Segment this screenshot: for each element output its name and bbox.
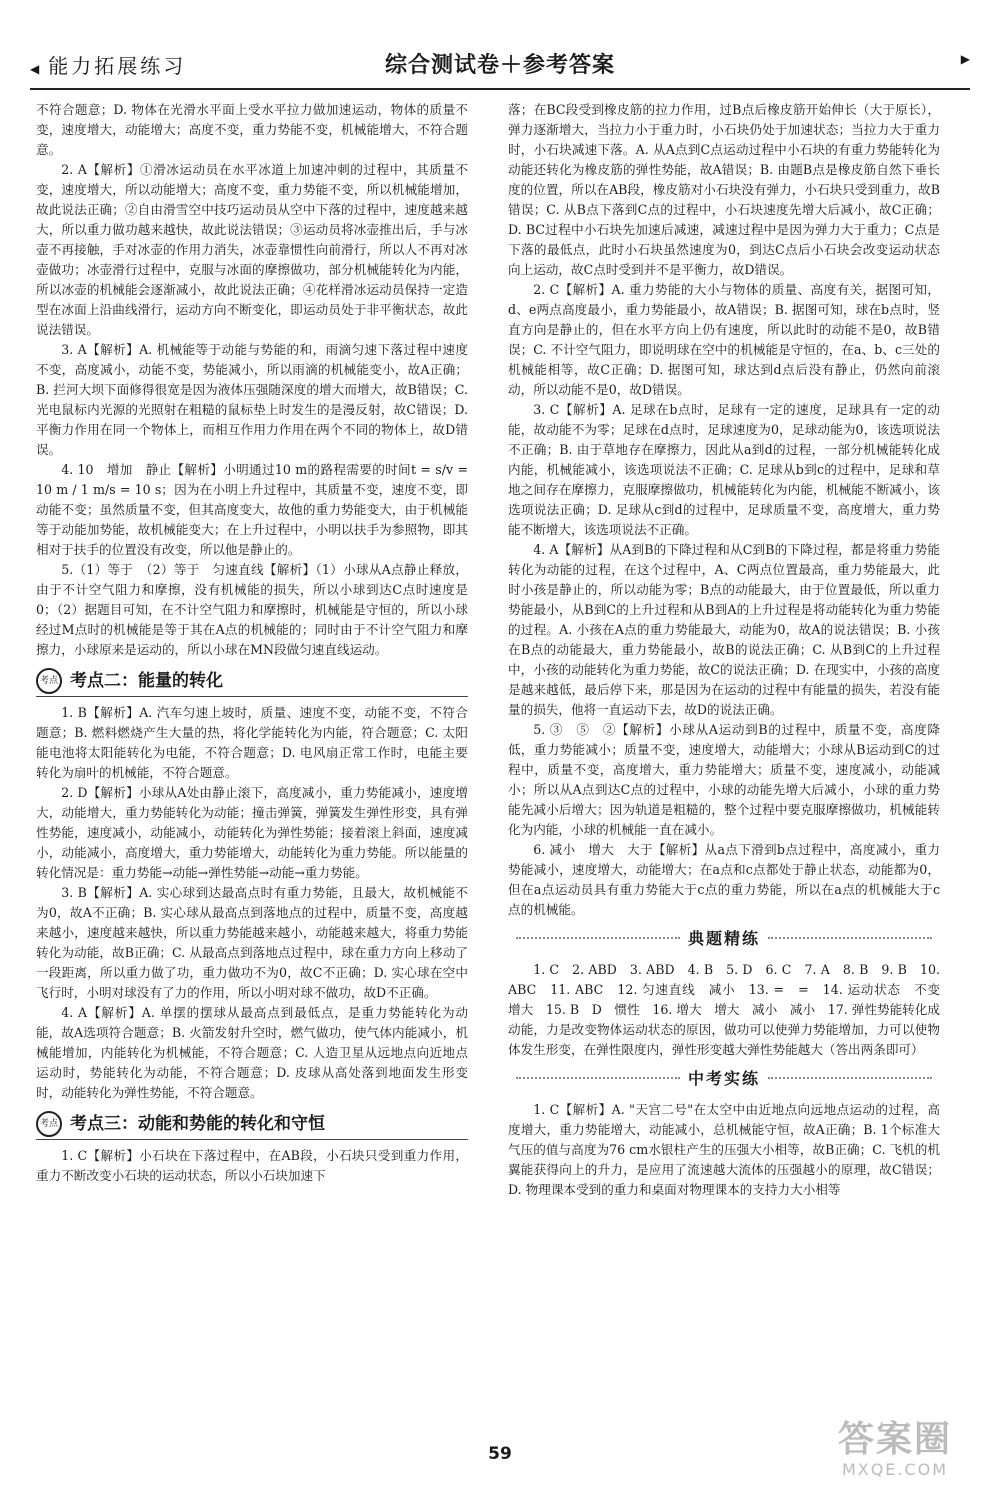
watermark-text: 答案圈 (837, 1419, 952, 1460)
banner-wing (768, 937, 932, 941)
banner-title: 典题精练 (688, 929, 761, 948)
header-left-text: 能力拓展练习 (48, 54, 187, 78)
banner-exam (508, 1064, 940, 1094)
watermark-logo (820, 1420, 970, 1490)
paragraph: 2. D【解析】小球从A处由静止滚下，高度减小，重力势能减小，速度增大，动能增大，重力势能转化为动能；撞击弹簧，弹簧发生弹性形变，具有弹性势能，速度减小，动能减小，动能转化为弹性势能；接着滚上斜面，速度减小，动能减小，高度增大，重力势能增大，动能转化为重力势能。所以能量的转化情况是：重力势能→动能→弹性势能→动能→重力势能。 (36, 785, 468, 880)
section-heading-3 (36, 1109, 468, 1140)
header-title: 综合测试卷＋参考答案 (384, 53, 615, 78)
paragraph: 6. 减小 增大 大于【解析】从a点下滑到b点过程中，高度减小，重力势能减小，速度增大，动能增大；在a点和c点都处于静止状态，动能都为0，但在a点运动员具有重力势能大于c点的重力势能，所以在a点的机械能大于c点的机械能。 (508, 842, 940, 917)
paragraph: 1. C【解析】小石块在下落过程中，在AB段，小石块只受到重力作用，重力不断改变小石块的运动状态，所以小石块加速下 (36, 1148, 468, 1183)
paragraph: 4. A【解析】从A到B的下降过程和从C到B的下降过程，都是将重力势能转化为动能的过程，在这个过程中，A、C两点位置最高，重力势能最大，此时小孩是静止的，所以动能为零；B点的动能最大，由于位置最低，所以重力势能最小，从B到C的上升过程和从B到A的上升过程是将动能转化为重力势能的过程。A. 小孩在A点的重力势能最大，动能为0，故A的说法错误；B. 小孩在B点的动能最大，重力势能最小，故B的说法正确；C. 从B到C的上升过程中，小孩的动能转化为重力势能，故C的说法正确；D. 在现实中，小孩的高度是越来越低，最后停下来，那是因为在运动的过程中有能量的损失，若没有能量的损失，他将一直运动下去，故D的说法正确。 (508, 542, 940, 717)
paragraph: 4. A【解析】A. 单摆的摆球从最高点到最低点，是重力势能转化为动能，故A选项符合题意；B. 火箭发射升空时，燃气做功，使气体内能减小，机械能增加，内能转化为机械能，不符合题意；C. 人造卫星从远地点向近地点运动时，势能转化为动能，不符合题意；D. 皮球从高处落到地面发生形变时，动能转化为弹性势能，不符合题意。 (36, 1005, 468, 1100)
paragraph: 1. C【解析】A. "天宫二号"在太空中由近地点向远地点运动的过程，高度增大，重力势能增大，动能减小，总机械能守恒，故A正确；B. 1个标准大气压的值与高度为76 cm水银柱产生的压强大小相等，故B正确；C. 飞机的机翼能获得向上的升力，是应用了流速越大流体的压强越小的原理，故C错误；D. 物理课本受到的重力和桌面对物理课本的支持力大小相等 (508, 1102, 940, 1197)
header-divider (30, 88, 970, 90)
paragraph: 3. A【解析】A. 机械能等于动能与势能的和，雨滴匀速下落过程中速度不变，高度减小，动能不变，势能减小，所以雨滴的机械能变小，故A正确；B. 拦河大坝下面修得很宽是因为液体压强随深度的增大而增大，故B错误；C. 光电鼠标内光源的光照射在粗糙的鼠标垫上时发生的是漫反射，故C错误；D. 平衡力作用在同一个物体上，而相互作用力作用在两个不同的物体上，故D错误。 (36, 342, 468, 457)
watermark-url: MXQE.COM (841, 1460, 949, 1479)
paragraph: 不符合题意；D. 物体在光滑水平面上受水平拉力做加速运动，物体的质量不变，速度增大，动能增大；高度不变，重力势能不变，机械能增大，不符合题意。 (36, 102, 468, 157)
left-column (36, 100, 468, 1186)
section-title: 考点三：动能和势能的转化和守恒 (70, 1114, 325, 1134)
paragraph: 1. B【解析】A. 汽车匀速上坡时，质量、速度不变，动能不变，不符合题意；B. 燃料燃烧产生大量的热，将化学能转化为内能，符合题意；C. 太阳能电池将太阳能转化为电能，不符合题意；D. 电风扇正常工作时，电能主要转化为扇叶的机械能，不符合题意。 (36, 705, 468, 780)
paragraph: 5. ③ ⑤ ②【解析】小球从A运动到B的过程中，质量不变，高度降低，重力势能减小；质量不变，速度增大，动能增大；小球从B运动到C的过程中，质量不变，高度增大，重力势能增大；质量不变，速度减小，动能减小；所以从A点到达C点的过程中，小球的动能先增大后减小，小球的重力势能先减小后增大；因为轨道是粗糙的，整个过程中要克服摩擦做功，机械能转化为内能，小球的机械能一直在减小。 (508, 722, 940, 837)
paragraph: 2. C【解析】A. 重力势能的大小与物体的质量、高度有关，据图可知，d、e两点高度最小，重力势能最小，故A错误；B. 据图可知，球在b点时，竖直方向是静止的，但在水平方向上仍有速度，所以此时的动能不是0，故B错误；C. 不计空气阻力，即说明球在空中的机械能是守恒的，在a、b、c三处的机械能相等，故C正确；D. 据图可知，球达到d点后没有静止，仍然向前滚动，所以动能不是0，故D错误。 (508, 282, 940, 397)
triangle-left-icon: ◀ (30, 62, 43, 76)
banner-title: 中考实练 (688, 1069, 761, 1088)
paragraph: 3. C【解析】A. 足球在b点时，足球有一定的速度，足球具有一定的动能，故动能不为零；足球在d点时，足球速度为0，足球动能为0，该选项说法不正确；B. 由于草地存在摩擦力，因此从a到d的过程，一部分机械能转化成内能，机械能减小，该选项说法不正确；C. 足球从b到c的过程中，足球和草地之间存在摩擦力，克服摩擦做功，机械能转化为内能，机械能不断减小，该选项说法正确；D. 足球从c到d的过程中，足球质量不变，高度增大，重力势能不断增大，该选项说法不正确。 (508, 402, 940, 537)
section-badge-icon: 考点 (36, 1111, 62, 1137)
paragraph: 5.（1）等于 （2）等于 匀速直线【解析】（1）小球从A点静止释放，由于不计空气阻力和摩擦，没有机械能的损失，所以小球到达C点时速度是0；（2）据题目可知，在不计空气阻力和摩擦时，机械能是守恒的，所以小球经过M点时的机械能是等于其在A点的机械能的；同时由于不计空气阻力和摩擦力，小球原来是运动的，所以小球在MN段做匀速直线运动。 (36, 562, 468, 657)
banner-wing (768, 1077, 932, 1081)
banner-wing (516, 1077, 680, 1081)
right-column (508, 100, 953, 1200)
banner-wing (516, 937, 680, 941)
paragraph: 4. 10 增加 静止【解析】小明通过10 m的路程需要的时间t = s/v = 10 m / 1 m/s = 10 s；因为在小明上升过程中，其质量不变，速度不变，即动能不变；虽然质量不变，但其高度变大，故他的重力势能变大，由于机械能等于动能加势能，故机械能变大；在上升过程中，小明以扶手为参照物，即其相对于扶手的位置没有改变，所以他是静止的。 (36, 462, 468, 557)
paragraph: 3. B【解析】A. 实心球到达最高点时有重力势能，且最大，故机械能不为0，故A不正确；B. 实心球从最高点到落地点的过程中，质量不变，高度越来越小，速度越来越快，所以重力势能越来越小，动能越来越大，将重力势能转化为动能，故B正确；C. 从最高点到落地点过程中，球在重力方向上移动了一段距离，所以重力做了功，重力做功不为0，故C不正确；D. 实心球在空中飞行时，小明对球没有了力的作用，所以小明对球不做功，故D不正确。 (36, 885, 468, 1000)
triangle-right-icon: ▶ (960, 52, 970, 66)
paragraph: 2. A【解析】①滑冰运动员在水平冰道上加速冲刺的过程中，其质量不变，速度增大，所以动能增大；高度不变，重力势能不变，所以机械能增加，故此说法正确；②自由滑雪空中技巧运动员从空中下落的过程中，速度越来越大，所以重力做功越来越快，故此说法错误；③运动员将冰壶推出后，手与冰壶不再接触，手对冰壶的作用力消失，冰壶靠惯性向前滑行，所以人不再对冰壶做功；冰壶滑行过程中，克服与冰面的摩擦做功，部分机械能转化为内能，所以冰壶的机械能会逐渐减小，故此说法正确；④花样滑冰运动员保持一定造型在冰面上沿曲线滑行，运动方向不断变化，即运动员处于非平衡状态，故此说法错误。 (36, 162, 468, 337)
page-number: 59 (488, 1444, 512, 1464)
section-heading-2 (36, 666, 468, 697)
answer-list: 1. C 2. ABD 3. ABD 4. B 5. D 6. C 7. A 8. B 9. B 10. ABC 11. ABC 12. 匀速直线 减小 13. = = 14. 运动状态 不变 增大 15. B D 惯性 16. 增大 增大 减小 减小 17. 弹性势能转化成动能，力是改变物体运动状态的原因，做功可以使弹力势能增加，力可以使物体发生形变，在弹性限度内，弹性形变越大弹性势能越大（答出两条即可） (508, 962, 953, 1057)
page-header (30, 38, 970, 78)
section-title: 考点二：能量的转化 (70, 671, 223, 691)
banner-practice (508, 924, 940, 954)
section-badge-icon: 考点 (36, 668, 62, 694)
paragraph: 落；在BC段受到橡皮筋的拉力作用，过B点后橡皮筋开始伸长（大于原长），弹力逐渐增大，当拉力小于重力时，小石块仍处于加速状态；当拉力大于重力时，小石块减速下落。A. 从A点到C点运动过程中小石块的有重力势能转化为动能还转化为橡皮筋的弹性势能，故A错误；B. 由题B点是橡皮筋自然下垂长度的位置，所以在AB段，橡皮筋对小石块没有弹力，小石块只受到重力，故B错误；C. 从B点下落到C点的过程中，小石块速度先增大后减小，故C正确；D. BC过程中小石块先加速后减速，减速过程中是因为弹力大于重力；C点是下落的最低点，此时小石块虽然速度为0，到达C点后小石块会改变运动状态向上运动，故C点时受到并不是平衡力，故D错误。 (508, 102, 940, 277)
